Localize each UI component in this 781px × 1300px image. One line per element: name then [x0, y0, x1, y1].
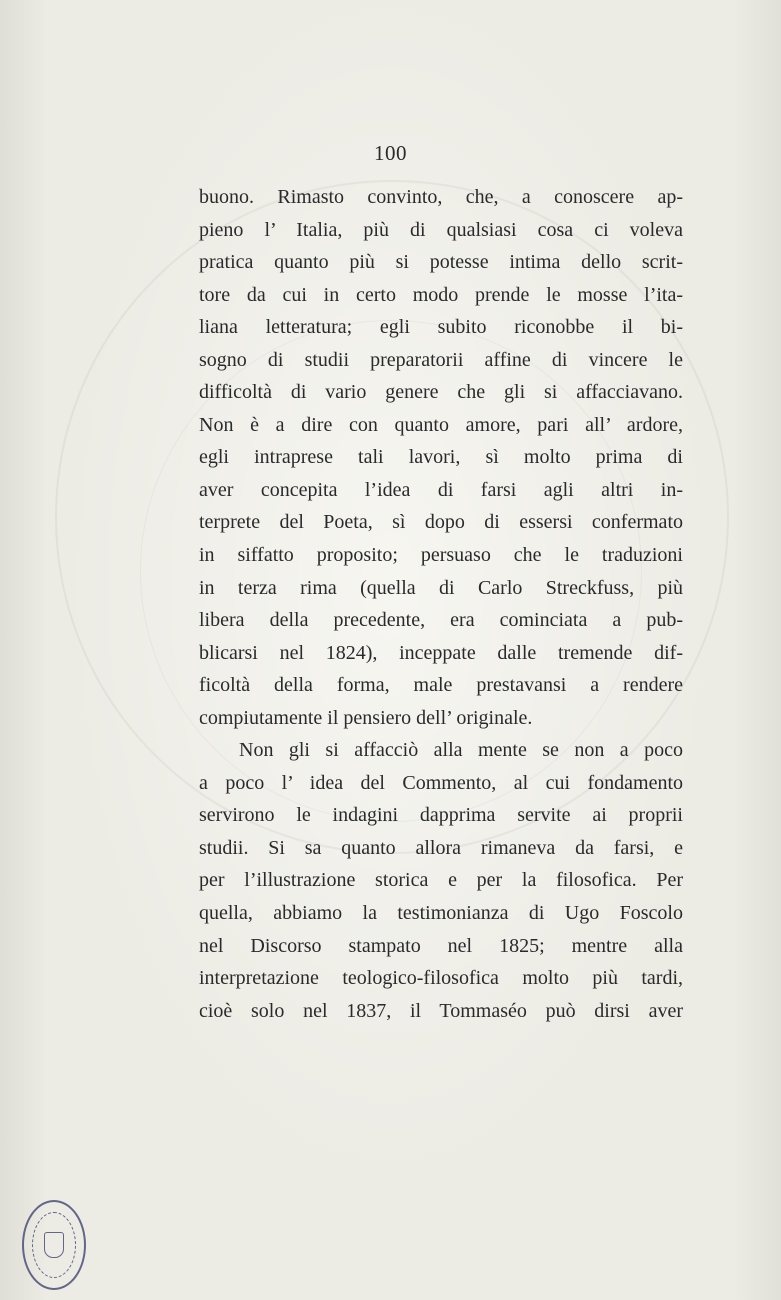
text-line: liana letteratura; egli subito riconobbe il bi-: [199, 316, 683, 339]
text-line: buono. Rimasto convinto, che, a conoscere ap-: [199, 186, 683, 208]
text-line: in terza rima (quella di Carlo Streckfuss, più: [199, 576, 683, 599]
text-line: quella, abbiamo la testimonianza di Ugo Foscolo: [199, 902, 683, 925]
text-line: terprete del Poeta, sì dopo di essersi confermato: [199, 511, 683, 534]
text-line: per l’illustrazione storica e per la filosofica. Per: [199, 869, 683, 892]
library-stamp: [22, 1200, 86, 1290]
stamp-emblem-icon: [44, 1232, 64, 1258]
text-line: servirono le indagini dapprima servite ai proprii: [199, 804, 683, 827]
text-line: interpretazione teologico-filosofica molto più tardi,: [199, 967, 683, 990]
text-line: Non è a dire con quanto amore, pari all’ ardore,: [199, 413, 683, 436]
text-line: ficoltà della forma, male prestavansi a rendere: [199, 674, 683, 697]
text-line: blicarsi nel 1824), inceppate dalle tremende dif-: [199, 641, 683, 664]
text-line: studii. Si sa quanto allora rimaneva da farsi, e: [199, 836, 683, 859]
text-line: sogno di studii preparatorii affine di vincere le: [199, 348, 683, 371]
body-text: [199, 181, 683, 1027]
text-line: tore da cui in certo modo prende le mosse l’ita-: [199, 283, 683, 306]
text-line: pratica quanto più si potesse intima dello scrit-: [199, 251, 683, 274]
text-line: egli intraprese tali lavori, sì molto prima di: [199, 446, 683, 469]
text-line: pieno l’ Italia, più di qualsiasi cosa ci voleva: [199, 218, 683, 241]
page-number: 100: [374, 141, 407, 165]
text-line: cioè solo nel 1837, il Tommaséo può dirsi aver: [199, 999, 683, 1022]
text-line: aver concepita l’idea di farsi agli altri in-: [199, 478, 683, 501]
text-line: Non gli si affacciò alla mente se non a poco: [239, 739, 683, 762]
text-line: compiutamente il pensiero dell’ originale.: [199, 706, 533, 729]
text-line: difficoltà di vario genere che gli si affacciavano.: [199, 381, 683, 404]
text-line: libera della precedente, era cominciata a pub-: [199, 609, 683, 632]
text-line: a poco l’ idea del Commento, al cui fondamento: [199, 771, 683, 794]
text-line: nel Discorso stampato nel 1825; mentre alla: [199, 934, 683, 957]
text-line: in siffatto proposito; persuaso che le traduzioni: [199, 544, 683, 567]
